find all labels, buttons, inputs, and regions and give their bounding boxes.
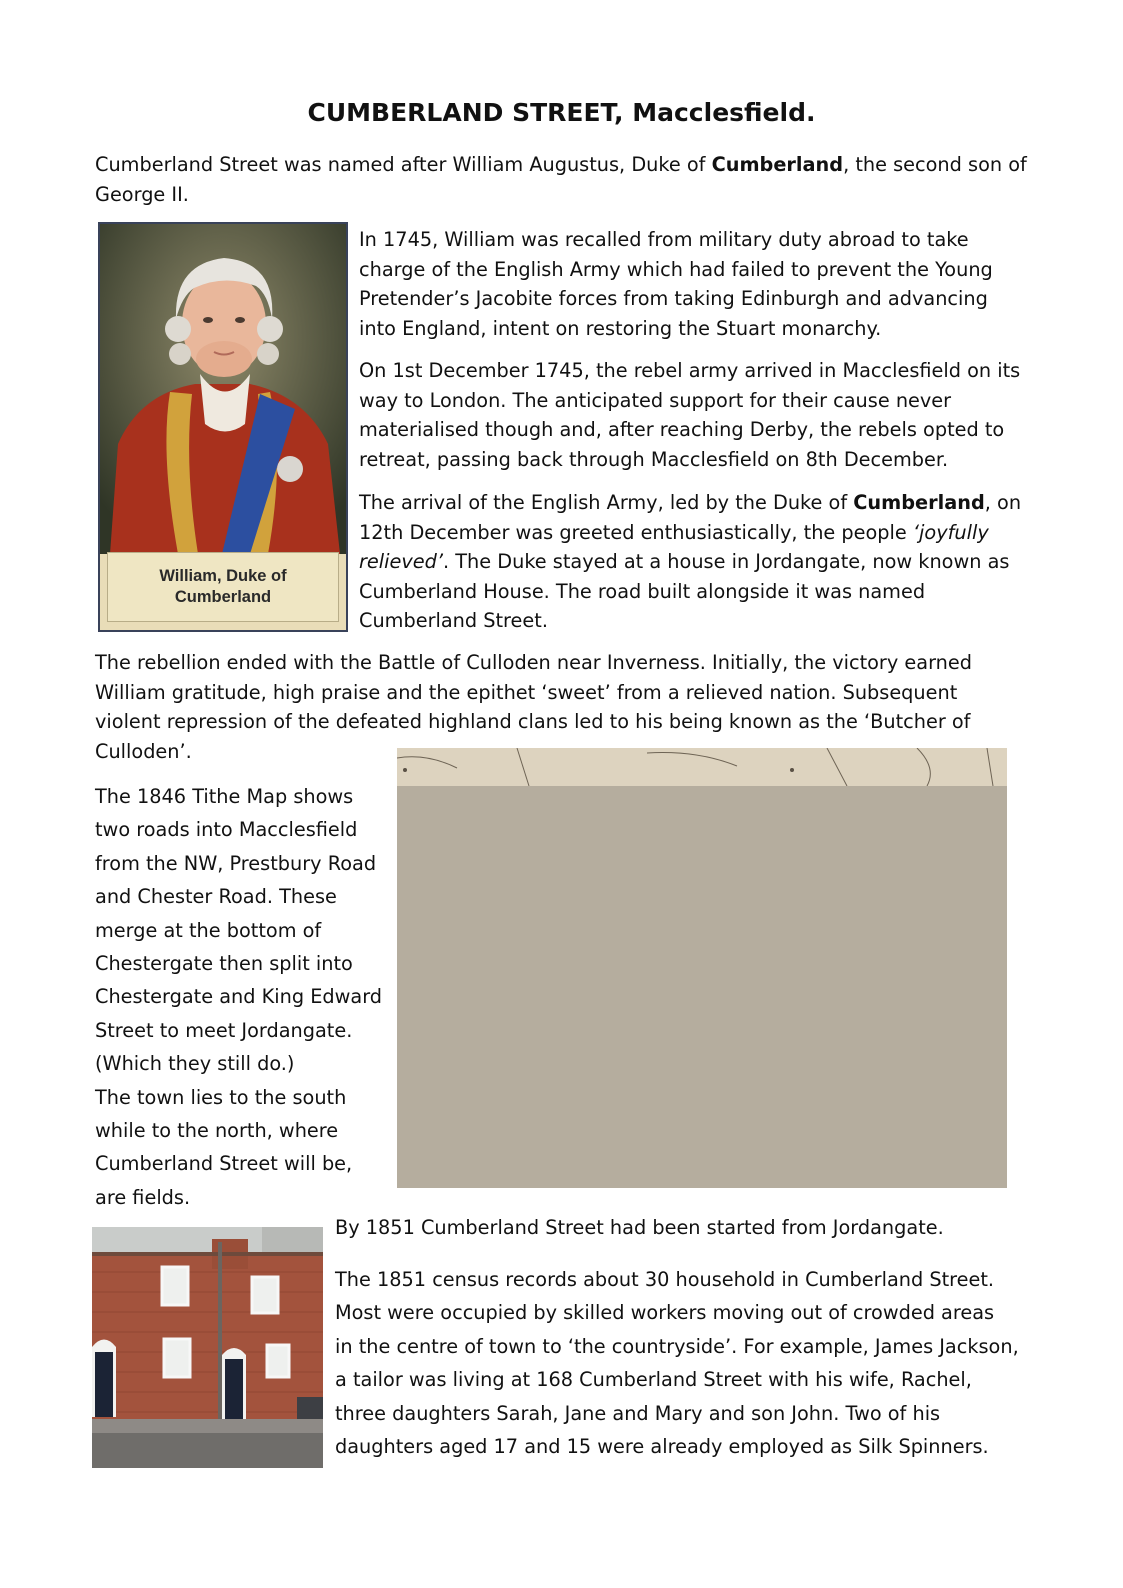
map-strip — [397, 748, 1007, 786]
paragraph-culloden: The rebellion ended with the Battle of Culloden near Inverness. Initially, the victory earned William gratitude, high praise and the epithet ‘sweet’ from a relieved nation. Subsequent violent repression of the defeated highland clans led to his being known as the ‘Butcher of Culloden’. — [95, 651, 972, 763]
map-line: two roads into Macclesfield — [95, 818, 358, 842]
paragraph-1745: In 1745, William was recalled from military duty abroad to take charge of the English Army which had failed to prevent the Young Pretender’s Jacobite forces from taking Edinburgh and advancing into England, intent on restoring the Stuart monarchy. — [359, 228, 993, 340]
census-line: three daughters Sarah, Jane and Mary and son John. Two of his — [335, 1401, 941, 1425]
map-line: Chestergate then split into — [95, 952, 353, 976]
map-line: and Chester Road. These — [95, 885, 337, 909]
page-title: CUMBERLAND STREET, Macclesfield. — [307, 98, 816, 127]
map-line: The town lies to the south — [95, 1085, 347, 1109]
street-photo — [92, 1227, 323, 1468]
map-line: Street to meet Jordangate. — [95, 1018, 353, 1042]
intro-paragraph: Cumberland Street was named after William Augustus, Duke of Cumberland, the second son of George II. — [95, 153, 1027, 206]
paragraph-1851-started: By 1851 Cumberland Street had been started from Jordangate. — [335, 1216, 944, 1239]
map-line: The 1846 Tithe Map shows — [95, 785, 354, 808]
map-line: (Which they still do.) — [95, 1052, 295, 1076]
paragraph-december-1745: On 1st December 1745, the rebel army arrived in Macclesfield on its way to London. The anticipated support for their cause never materialised though and, after reaching Derby, the rebels opted to retreat, passing back through Macclesfield on 8th December. — [359, 359, 1021, 471]
paragraph-arrival: The arrival of the English Army, led by the Duke of Cumberland, on 12th December was greeted enthusiastically, the people ‘joyfully relieved’. The Duke stayed at a house in Jordangate, now known as Cumberland House. The road built alongside it was named Cumberland Street. — [359, 491, 1022, 632]
portrait-image — [98, 222, 348, 632]
census-line: in the centre of town to ‘the countryside’. For example, James Jackson, — [335, 1334, 1019, 1358]
map-line: while to the north, where — [95, 1119, 339, 1143]
portrait-caption-line1: William, Duke of — [159, 567, 287, 585]
census-line: Most were occupied by skilled workers moving out of crowded areas — [335, 1301, 995, 1325]
map-line: merge at the bottom of — [95, 918, 322, 942]
map-line: Chestergate and King Edward — [95, 985, 383, 1009]
tithe-map-image — [397, 748, 1007, 1188]
map-line: Cumberland Street will be, — [95, 1152, 353, 1176]
map-line: from the NW, Prestbury Road — [95, 851, 377, 875]
portrait-caption — [107, 552, 339, 622]
census-line: a tailor was living at 168 Cumberland Street with his wife, Rachel, — [335, 1368, 972, 1392]
census-paragraph — [335, 1263, 1035, 1463]
census-line: The 1851 census records about 30 household in Cumberland Street. — [335, 1268, 995, 1291]
portrait-caption-line2: Cumberland — [174, 588, 272, 606]
map-line: are fields. — [95, 1185, 191, 1209]
map-description — [95, 780, 395, 1214]
census-line: daughters aged 17 and 15 were already employed as Silk Spinners. — [335, 1435, 989, 1459]
